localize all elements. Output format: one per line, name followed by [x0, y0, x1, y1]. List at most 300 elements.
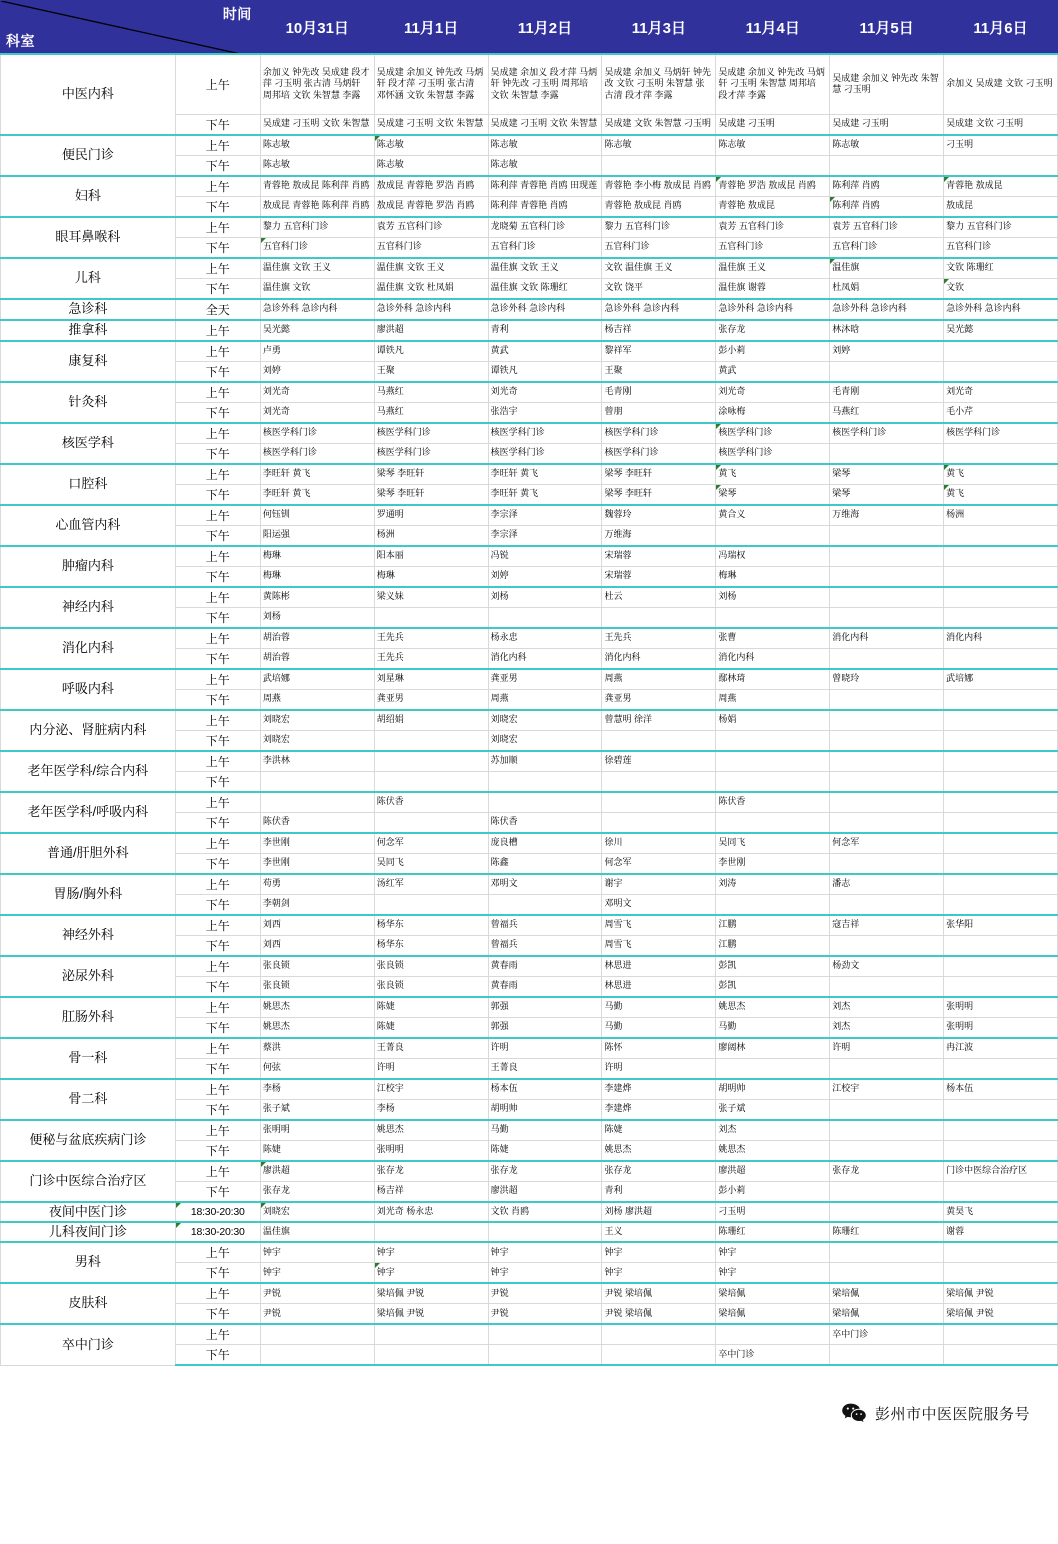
period-cell: 上午 — [175, 1038, 260, 1059]
doctor-cell — [602, 792, 716, 813]
doctor-cell: 袁芳 五官科门诊 — [830, 217, 944, 238]
doctor-cell: 马勤 — [602, 1017, 716, 1038]
doctor-cell: 陈伏香 — [488, 812, 602, 833]
doctor-cell — [488, 792, 602, 813]
doctor-cell: 急诊外科 急诊内科 — [944, 299, 1058, 320]
doctor-cell — [944, 976, 1058, 997]
doctor-cell: 核医学科门诊 — [374, 443, 488, 464]
department-cell: 泌尿外科 — [1, 956, 176, 997]
doctor-cell: 尹锐 梁培佩 — [602, 1283, 716, 1304]
period-cell: 下午 — [175, 976, 260, 997]
doctor-cell: 吴同飞 — [374, 853, 488, 874]
doctor-cell: 许明 — [830, 1038, 944, 1059]
doctor-cell: 刘西 — [260, 915, 374, 936]
doctor-cell: 张良锁 — [260, 956, 374, 977]
department-cell: 儿科夜间门诊 — [1, 1222, 176, 1242]
period-cell: 下午 — [175, 607, 260, 628]
doctor-cell — [830, 587, 944, 608]
doctor-cell: 吴光懿 — [944, 320, 1058, 341]
doctor-cell: 张明明 — [374, 1140, 488, 1161]
department-cell: 推拿科 — [1, 320, 176, 341]
period-cell: 下午 — [175, 1263, 260, 1284]
doctor-cell — [830, 853, 944, 874]
doctor-cell — [944, 1058, 1058, 1079]
doctor-cell: 曾福兵 — [488, 935, 602, 956]
doctor-cell — [830, 1181, 944, 1202]
period-cell: 上午 — [175, 833, 260, 854]
doctor-cell: 黄合义 — [716, 505, 830, 526]
doctor-cell: 李杨 — [260, 1079, 374, 1100]
table-row — [1, 915, 1058, 936]
doctor-cell: 刘晓宏 — [488, 730, 602, 751]
doctor-cell — [716, 1324, 830, 1345]
doctor-cell: 冯锐 — [488, 546, 602, 567]
doctor-cell — [374, 1324, 488, 1345]
doctor-cell: 胡治蓉 — [260, 648, 374, 669]
doctor-cell: 梁义妹 — [374, 587, 488, 608]
doctor-cell: 梁培佩 — [830, 1283, 944, 1304]
table-row — [1, 423, 1058, 444]
doctor-cell: 阳本丽 — [374, 546, 488, 567]
doctor-cell: 文钦 — [944, 278, 1058, 299]
doctor-cell — [374, 771, 488, 792]
doctor-cell: 张良锁 — [260, 976, 374, 997]
doctor-cell: 张存龙 — [488, 1161, 602, 1182]
doctor-cell: 李杨 — [374, 1099, 488, 1120]
doctor-cell: 陈婕 — [602, 1120, 716, 1141]
doctor-cell: 苟勇 — [260, 874, 374, 895]
period-cell: 下午 — [175, 278, 260, 299]
doctor-cell — [944, 730, 1058, 751]
period-cell: 上午 — [175, 1283, 260, 1304]
table-row — [1, 258, 1058, 279]
period-cell: 下午 — [175, 1304, 260, 1325]
wechat-account-badge — [841, 1402, 1030, 1424]
wechat-account-name: 彭州市中医医院服务号 — [874, 1405, 1030, 1423]
doctor-cell: 刘光奇 — [944, 382, 1058, 403]
doctor-cell: 王菁良 — [374, 1038, 488, 1059]
doctor-cell: 冉江波 — [944, 1038, 1058, 1059]
period-cell: 全天 — [175, 299, 260, 320]
doctor-cell: 温佳旗 文钦 王义 — [260, 258, 374, 279]
doctor-cell: 林沐晗 — [830, 320, 944, 341]
doctor-cell: 江校宇 — [374, 1079, 488, 1100]
doctor-cell: 彭凯 — [716, 956, 830, 977]
doctor-cell: 卒中门诊 — [830, 1324, 944, 1345]
header-day-1: 11月1日 — [374, 1, 488, 55]
doctor-cell: 五官科门诊 — [488, 237, 602, 258]
doctor-cell: 杨本伍 — [488, 1079, 602, 1100]
doctor-cell: 张存龙 — [260, 1181, 374, 1202]
doctor-cell: 姚思杰 — [260, 997, 374, 1018]
doctor-cell: 黄春雨 — [488, 976, 602, 997]
period-cell: 上午 — [175, 956, 260, 977]
doctor-cell — [602, 607, 716, 628]
doctor-cell: 曾福兵 — [488, 915, 602, 936]
period-cell: 下午 — [175, 1345, 260, 1366]
doctor-cell — [830, 792, 944, 813]
doctor-cell: 核医学科门诊 — [716, 443, 830, 464]
doctor-cell — [830, 689, 944, 710]
doctor-cell: 李朝剑 — [260, 894, 374, 915]
doctor-cell — [944, 874, 1058, 895]
period-cell: 上午 — [175, 792, 260, 813]
department-cell: 卒中门诊 — [1, 1324, 176, 1365]
doctor-cell: 刘杰 — [716, 1120, 830, 1141]
doctor-cell: 李建烨 — [602, 1079, 716, 1100]
department-cell: 便民门诊 — [1, 135, 176, 176]
doctor-cell: 消化内科 — [602, 648, 716, 669]
doctor-cell: 核医学科门诊 — [716, 423, 830, 444]
doctor-cell — [374, 751, 488, 772]
doctor-cell: 魏蓉玲 — [602, 505, 716, 526]
doctor-cell: 陈利萍 青蓉艳 肖鸥 田现莲 — [488, 176, 602, 197]
period-cell: 下午 — [175, 237, 260, 258]
doctor-cell: 黄武 — [716, 361, 830, 382]
doctor-cell: 刁玉明 — [716, 1202, 830, 1222]
table-row — [1, 54, 1058, 114]
doctor-cell: 刘婷 — [830, 341, 944, 362]
doctor-cell: 黎力 五官科门诊 — [260, 217, 374, 238]
period-cell: 上午 — [175, 915, 260, 936]
doctor-cell: 梁培佩 尹锐 — [374, 1283, 488, 1304]
doctor-cell: 徐川 — [602, 833, 716, 854]
department-cell: 急诊科 — [1, 299, 176, 320]
doctor-cell: 龚亚男 — [602, 689, 716, 710]
doctor-cell: 陈志敏 — [260, 135, 374, 156]
table-row — [1, 217, 1058, 238]
doctor-cell: 陈伏香 — [374, 792, 488, 813]
doctor-cell: 周燕 — [602, 669, 716, 690]
doctor-cell: 马燕红 — [374, 382, 488, 403]
doctor-cell: 张存龙 — [374, 1161, 488, 1182]
table-row — [1, 135, 1058, 156]
department-cell: 儿科 — [1, 258, 176, 299]
doctor-cell: 杨吉祥 — [374, 1181, 488, 1202]
doctor-cell: 廖洪超 — [716, 1161, 830, 1182]
period-cell: 上午 — [175, 751, 260, 772]
period-cell: 下午 — [175, 853, 260, 874]
doctor-cell: 钟宇 — [374, 1242, 488, 1263]
doctor-cell: 吴成建 文钦 刁玉明 — [944, 114, 1058, 135]
doctor-cell — [488, 1222, 602, 1242]
period-cell: 下午 — [175, 155, 260, 176]
doctor-cell — [944, 607, 1058, 628]
doctor-cell: 文钦 肖鸥 — [488, 1202, 602, 1222]
doctor-cell: 青蓉艳 敖成昆 陈利萍 肖鸥 — [260, 176, 374, 197]
doctor-cell — [944, 341, 1058, 362]
doctor-cell: 陈志敏 — [260, 155, 374, 176]
doctor-cell: 李宗泽 — [488, 505, 602, 526]
doctor-cell — [602, 1324, 716, 1345]
period-cell: 上午 — [175, 628, 260, 649]
doctor-cell: 马勤 — [716, 1017, 830, 1038]
diagonal-divider-icon — [1, 1, 260, 54]
doctor-cell — [830, 751, 944, 772]
doctor-cell — [716, 607, 830, 628]
doctor-cell: 张子斌 — [260, 1099, 374, 1120]
doctor-cell: 王聚 — [602, 361, 716, 382]
table-row — [1, 505, 1058, 526]
period-cell: 上午 — [175, 423, 260, 444]
table-row — [1, 320, 1058, 341]
doctor-cell — [944, 546, 1058, 567]
doctor-cell: 陈伏香 — [260, 812, 374, 833]
doctor-cell — [830, 1058, 944, 1079]
doctor-cell: 姚思杰 — [716, 1140, 830, 1161]
doctor-cell: 张存龙 — [716, 320, 830, 341]
doctor-cell: 谢宇 — [602, 874, 716, 895]
doctor-cell — [716, 155, 830, 176]
doctor-cell: 涂咏梅 — [716, 402, 830, 423]
doctor-cell: 周燕 — [260, 689, 374, 710]
doctor-cell: 廖洪超 — [260, 1161, 374, 1182]
doctor-cell: 杜云 — [602, 587, 716, 608]
doctor-cell: 曾晓玲 — [830, 669, 944, 690]
period-cell: 上午 — [175, 382, 260, 403]
doctor-cell: 胡明帅 — [716, 1079, 830, 1100]
doctor-cell: 龚亚男 — [374, 689, 488, 710]
doctor-cell: 刘晓宏 — [488, 710, 602, 731]
doctor-cell: 吴成建 刁玉明 文钦 朱智慧 — [374, 114, 488, 135]
doctor-cell: 急诊外科 急诊内科 — [830, 299, 944, 320]
period-cell: 上午 — [175, 546, 260, 567]
doctor-cell: 梁琴 李旺轩 — [602, 484, 716, 505]
doctor-cell: 刘涛 — [716, 874, 830, 895]
department-cell: 夜间中医门诊 — [1, 1202, 176, 1222]
doctor-cell: 李旺轩 黄飞 — [488, 464, 602, 485]
doctor-cell: 陈怀 — [602, 1038, 716, 1059]
doctor-cell — [944, 956, 1058, 977]
doctor-cell — [944, 792, 1058, 813]
doctor-cell — [830, 361, 944, 382]
doctor-cell: 张良锁 — [374, 976, 488, 997]
doctor-cell: 文钦 饶平 — [602, 278, 716, 299]
header-day-6: 11月6日 — [944, 1, 1058, 55]
doctor-cell: 尹锐 — [260, 1304, 374, 1325]
doctor-cell: 陈志敏 — [716, 135, 830, 156]
doctor-cell: 吴成建 余加义 马炳轩 钟先改 文钦 刁玉明 朱智慧 张古清 段才萍 李露 — [602, 54, 716, 114]
doctor-cell: 核医学科门诊 — [602, 423, 716, 444]
doctor-cell: 文钦 陈珊红 — [944, 258, 1058, 279]
doctor-cell: 王义 — [602, 1222, 716, 1242]
doctor-cell: 吴成建 余加义 钟先改 马炳轩 刁玉明 朱智慧 周邦培 段才萍 李露 — [716, 54, 830, 114]
doctor-cell: 吴成建 刁玉明 — [716, 114, 830, 135]
doctor-cell: 何钰钏 — [260, 505, 374, 526]
doctor-cell — [716, 894, 830, 915]
doctor-cell: 消化内科 — [716, 648, 830, 669]
department-cell: 针灸科 — [1, 382, 176, 423]
doctor-cell: 梁琴 — [830, 484, 944, 505]
doctor-cell — [602, 730, 716, 751]
doctor-cell: 刘晓宏 — [260, 730, 374, 751]
doctor-cell: 袁芳 五官科门诊 — [716, 217, 830, 238]
doctor-cell — [374, 1345, 488, 1366]
doctor-cell: 急诊外科 急诊内科 — [374, 299, 488, 320]
doctor-cell: 宋瑞蓉 — [602, 546, 716, 567]
period-cell: 下午 — [175, 196, 260, 217]
doctor-cell — [488, 771, 602, 792]
doctor-cell: 曾慧明 徐洋 — [602, 710, 716, 731]
period-cell: 上午 — [175, 217, 260, 238]
doctor-cell: 何念军 — [602, 853, 716, 874]
department-cell: 妇科 — [1, 176, 176, 217]
doctor-cell — [260, 771, 374, 792]
department-cell: 男科 — [1, 1242, 176, 1283]
doctor-cell: 刘光奇 杨永忠 — [374, 1202, 488, 1222]
doctor-cell: 杜凤娟 — [830, 278, 944, 299]
doctor-cell — [260, 1324, 374, 1345]
doctor-cell — [374, 730, 488, 751]
doctor-cell — [944, 1099, 1058, 1120]
period-cell: 上午 — [175, 1079, 260, 1100]
period-cell: 上午 — [175, 258, 260, 279]
doctor-cell — [602, 812, 716, 833]
doctor-cell: 尹锐 — [488, 1283, 602, 1304]
period-cell: 上午 — [175, 176, 260, 197]
doctor-cell: 核医学科门诊 — [260, 423, 374, 444]
doctor-cell: 青利 — [488, 320, 602, 341]
doctor-cell: 五官科门诊 — [716, 237, 830, 258]
doctor-cell: 敖成昆 — [944, 196, 1058, 217]
doctor-cell: 蔡洪 — [260, 1038, 374, 1059]
doctor-cell: 周雪飞 — [602, 935, 716, 956]
doctor-cell: 梁琴 — [830, 464, 944, 485]
doctor-cell: 许明 — [602, 1058, 716, 1079]
doctor-cell: 马燕红 — [830, 402, 944, 423]
doctor-cell — [716, 751, 830, 772]
doctor-cell: 核医学科门诊 — [830, 423, 944, 444]
doctor-cell: 龚亚男 — [488, 669, 602, 690]
doctor-cell: 余加义 钟先改 吴成建 段才萍 刁玉明 张古清 马炳轩 周邦培 文钦 朱智慧 李露 — [260, 54, 374, 114]
doctor-cell: 周燕 — [488, 689, 602, 710]
doctor-cell: 急诊外科 急诊内科 — [716, 299, 830, 320]
doctor-cell: 温佳旗 文钦 陈珊红 — [488, 278, 602, 299]
doctor-cell — [944, 1140, 1058, 1161]
header-day-5: 11月5日 — [830, 1, 944, 55]
doctor-cell: 庞良槽 — [488, 833, 602, 854]
doctor-cell: 钟宇 — [716, 1263, 830, 1284]
doctor-cell: 刘杰 — [830, 1017, 944, 1038]
doctor-cell: 寇吉祥 — [830, 915, 944, 936]
period-cell: 下午 — [175, 648, 260, 669]
doctor-cell: 尹锐 — [488, 1304, 602, 1325]
doctor-cell: 吴成建 余加义 钟先改 马炳轩 段才萍 刁玉明 张古清 邓怀涵 文钦 朱智慧 李露 — [374, 54, 488, 114]
doctor-cell: 彭小莉 — [716, 1181, 830, 1202]
doctor-cell: 谭铁凡 — [488, 361, 602, 382]
doctor-cell: 毛青刚 — [830, 382, 944, 403]
doctor-cell: 杨吉祥 — [602, 320, 716, 341]
doctor-cell: 宋瑞蓉 — [602, 566, 716, 587]
doctor-cell: 急诊外科 急诊内科 — [260, 299, 374, 320]
table-row — [1, 792, 1058, 813]
doctor-cell: 胡明帅 — [488, 1099, 602, 1120]
doctor-cell: 陈志敏 — [488, 135, 602, 156]
doctor-cell — [830, 710, 944, 731]
doctor-cell — [944, 1120, 1058, 1141]
period-cell: 下午 — [175, 361, 260, 382]
doctor-cell — [944, 751, 1058, 772]
doctor-cell — [830, 155, 944, 176]
doctor-cell: 毛青刚 — [602, 382, 716, 403]
doctor-cell: 温佳旗 谢蓉 — [716, 278, 830, 299]
doctor-cell: 核医学科门诊 — [488, 423, 602, 444]
doctor-cell: 李洪林 — [260, 751, 374, 772]
doctor-cell — [830, 1099, 944, 1120]
doctor-cell — [944, 1181, 1058, 1202]
doctor-cell: 姚思杰 — [374, 1120, 488, 1141]
doctor-cell — [830, 1263, 944, 1284]
department-cell: 普通/肝胆外科 — [1, 833, 176, 874]
doctor-cell: 张曹 — [716, 628, 830, 649]
table-row — [1, 1120, 1058, 1141]
doctor-cell — [944, 1242, 1058, 1263]
doctor-cell — [488, 1324, 602, 1345]
doctor-cell — [944, 894, 1058, 915]
doctor-cell: 姚思杰 — [716, 997, 830, 1018]
department-cell: 心血管内科 — [1, 505, 176, 546]
doctor-cell: 王先兵 — [602, 628, 716, 649]
period-cell: 上午 — [175, 1120, 260, 1141]
doctor-cell — [944, 812, 1058, 833]
doctor-cell: 梁琴 李旺轩 — [602, 464, 716, 485]
period-cell: 下午 — [175, 484, 260, 505]
department-cell: 神经外科 — [1, 915, 176, 956]
doctor-cell: 江鹏 — [716, 915, 830, 936]
doctor-cell: 梁培佩 尹锐 — [374, 1304, 488, 1325]
table-row — [1, 464, 1058, 485]
doctor-cell: 吴成建 刁玉明 — [830, 114, 944, 135]
doctor-cell — [488, 894, 602, 915]
doctor-cell — [944, 566, 1058, 587]
doctor-cell — [830, 607, 944, 628]
doctor-cell: 龙晓菊 五官科门诊 — [488, 217, 602, 238]
doctor-cell — [944, 525, 1058, 546]
department-cell: 老年医学科/呼吸内科 — [1, 792, 176, 833]
doctor-cell: 温佳旗 文钦 杜凤娟 — [374, 278, 488, 299]
table-header — [1, 1, 1058, 55]
doctor-cell: 王菁良 — [488, 1058, 602, 1079]
doctor-cell: 五官科门诊 — [830, 237, 944, 258]
period-cell: 下午 — [175, 812, 260, 833]
doctor-cell: 廖洪超 — [488, 1181, 602, 1202]
doctor-cell — [944, 1345, 1058, 1366]
table-row — [1, 751, 1058, 772]
table-row — [1, 710, 1058, 731]
department-cell: 门诊中医综合治疗区 — [1, 1161, 176, 1202]
table-row — [1, 1038, 1058, 1059]
period-cell: 下午 — [175, 771, 260, 792]
doctor-cell: 何念军 — [374, 833, 488, 854]
table-row — [1, 382, 1058, 403]
department-cell: 皮肤科 — [1, 1283, 176, 1324]
doctor-cell: 李旺轩 黄飞 — [260, 484, 374, 505]
period-cell: 下午 — [175, 1181, 260, 1202]
doctor-cell — [374, 1222, 488, 1242]
doctor-cell: 刘光奇 — [488, 382, 602, 403]
doctor-cell: 刁玉明 — [944, 135, 1058, 156]
doctor-cell: 急诊外科 急诊内科 — [488, 299, 602, 320]
doctor-cell: 钟宇 — [260, 1263, 374, 1284]
doctor-cell — [830, 546, 944, 567]
header-day-2: 11月2日 — [488, 1, 602, 55]
doctor-cell: 温佳旗 — [260, 1222, 374, 1242]
doctor-cell: 梁培佩 — [716, 1283, 830, 1304]
doctor-cell — [260, 792, 374, 813]
table-row — [1, 669, 1058, 690]
doctor-cell: 马勤 — [488, 1120, 602, 1141]
header-corner-cell — [1, 1, 261, 55]
